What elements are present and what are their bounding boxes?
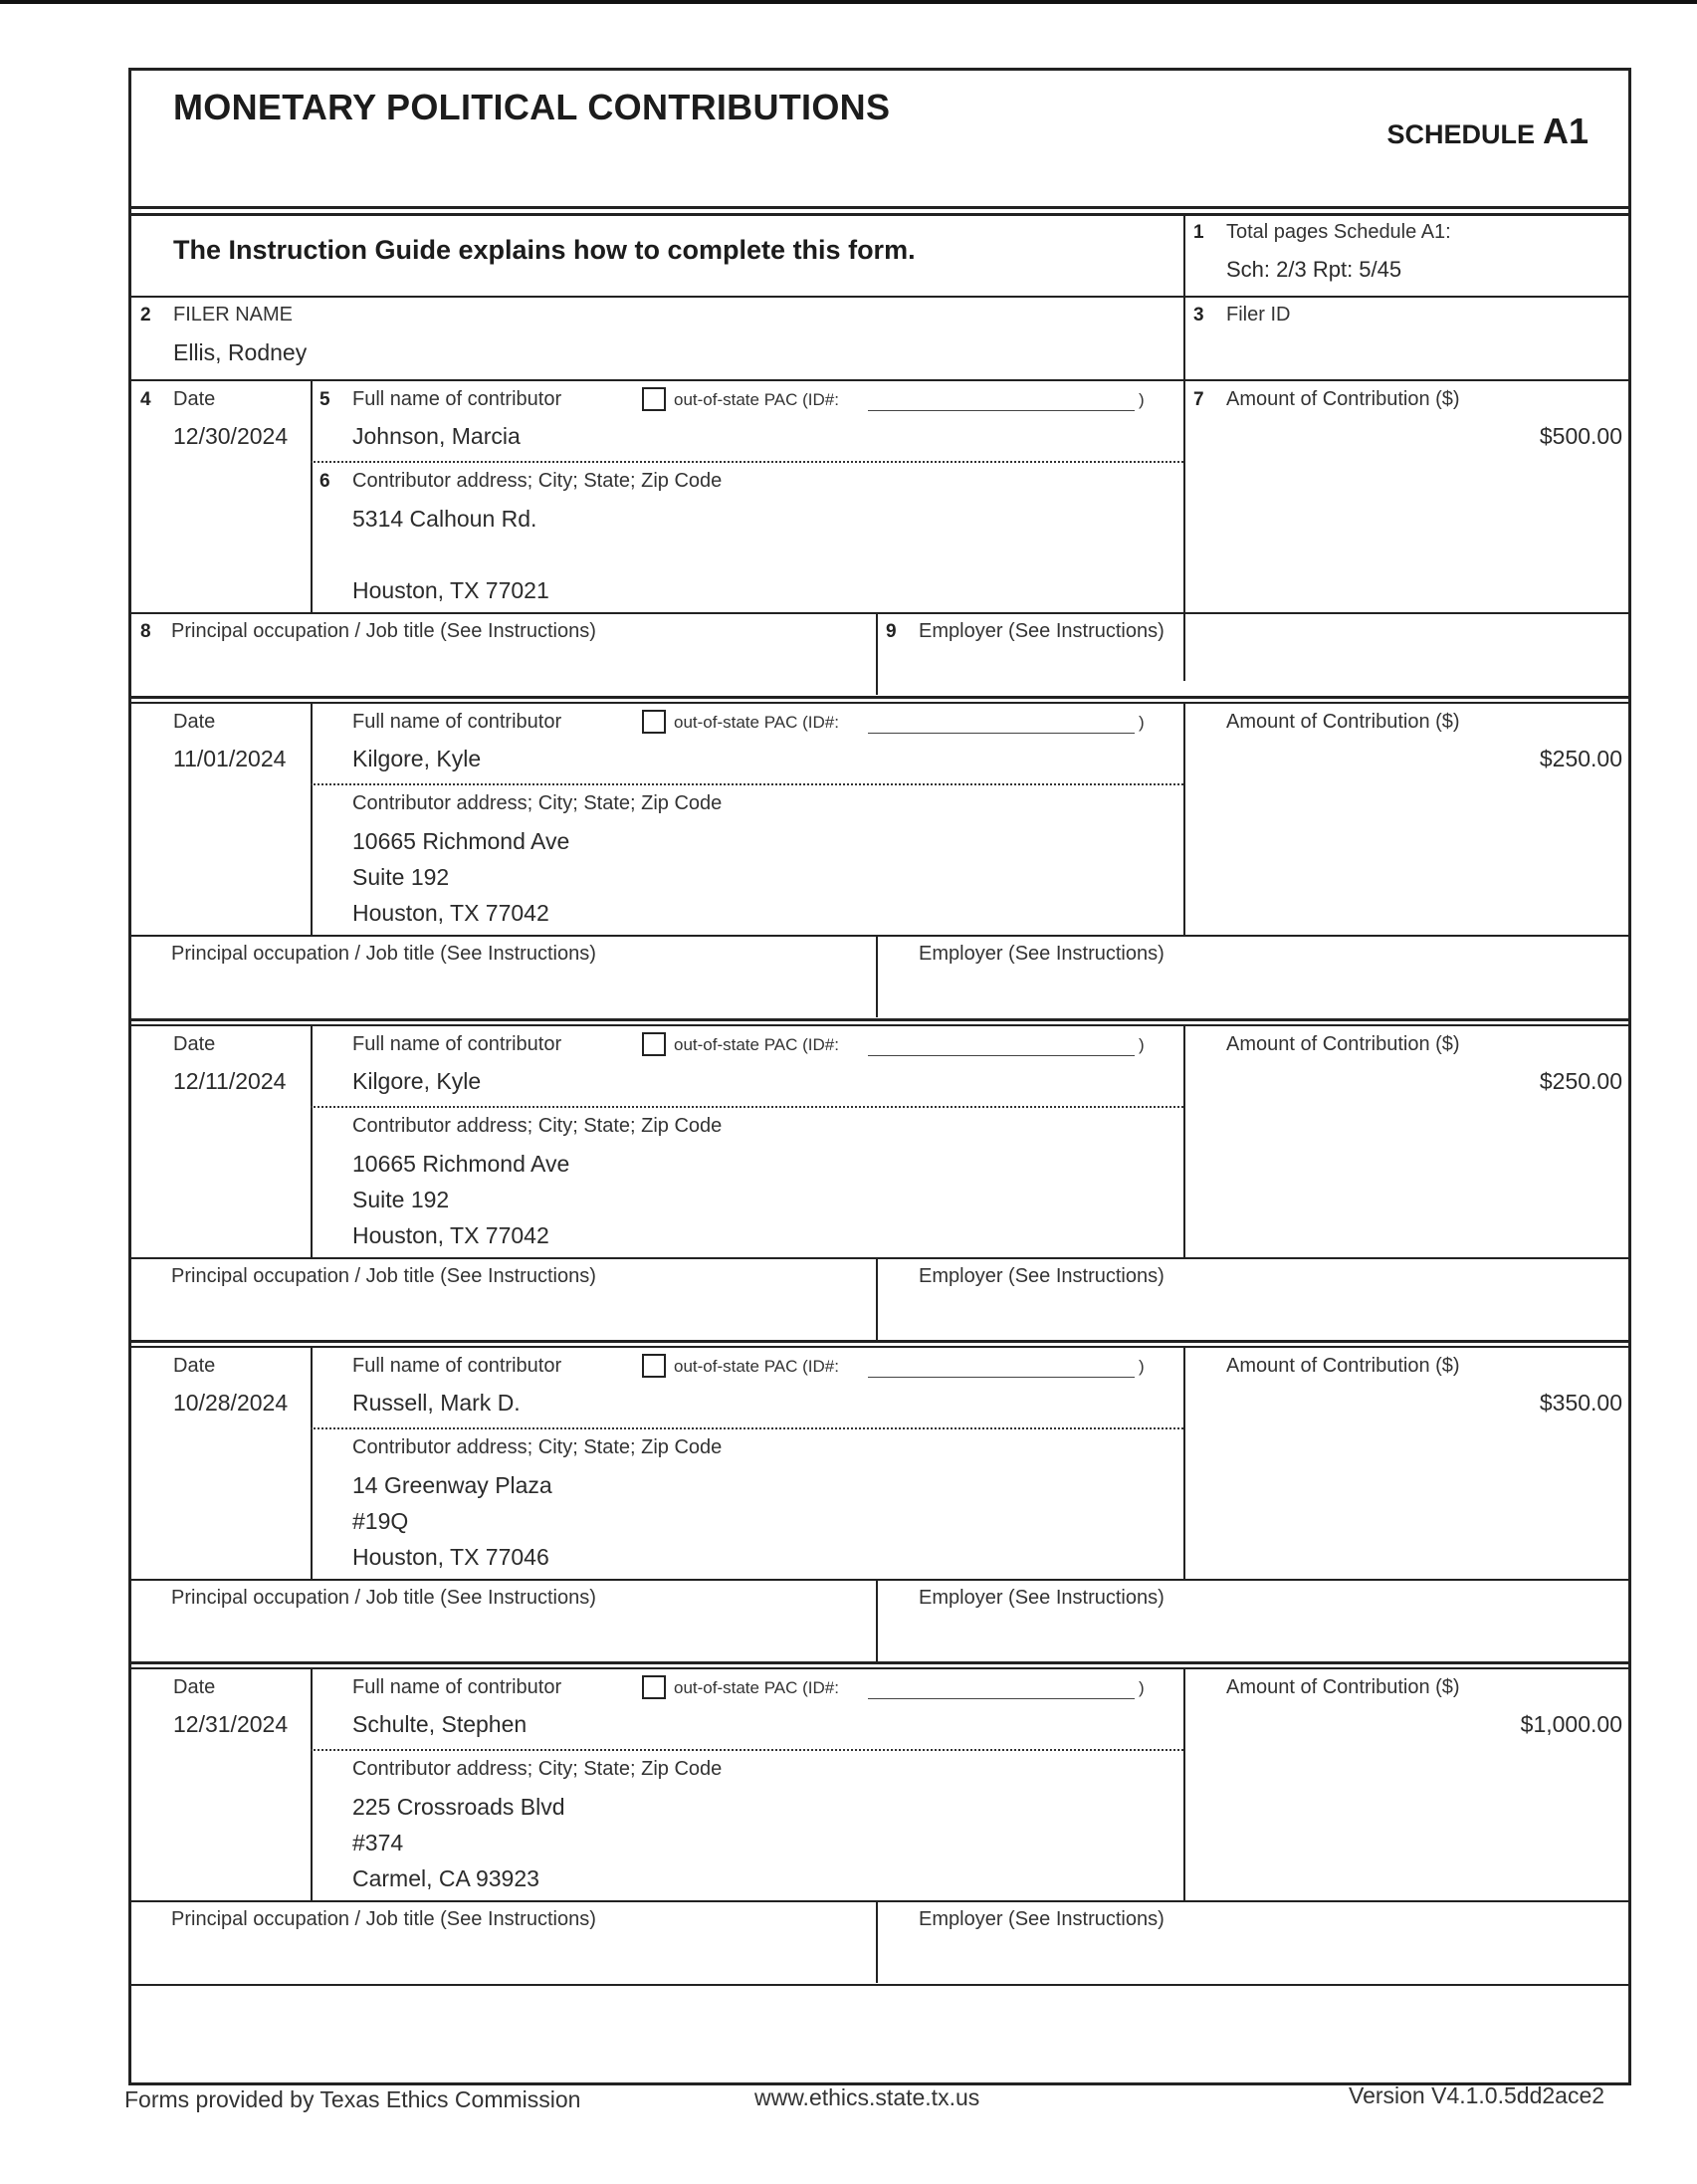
amount-label: Amount of Contribution ($) xyxy=(1226,1355,1460,1377)
address-city-state-zip: Carmel, CA 93923 xyxy=(352,1865,539,1891)
address-city-state-zip: Houston, TX 77042 xyxy=(352,1222,549,1248)
out-of-state-pac-label: out-of-state PAC (ID#: xyxy=(674,1357,839,1376)
contributor-name-label: Full name of contributor xyxy=(352,388,562,410)
row-rule xyxy=(131,1579,1628,1581)
right-column-divider xyxy=(1183,213,1185,681)
pac-id-line xyxy=(868,410,1135,411)
name-address-separator xyxy=(311,1427,1183,1429)
field-6-number: 6 xyxy=(319,471,330,492)
contribution-date: 12/30/2024 xyxy=(173,423,289,449)
footer-provider: Forms provided by Texas Ethics Commission xyxy=(124,2086,581,2112)
occupation-label: Principal occupation / Job title (See Instructions) xyxy=(171,1908,596,1930)
form-header xyxy=(131,71,1628,209)
schedule-code: A1 xyxy=(1542,110,1589,151)
entry-separator xyxy=(131,1340,1628,1343)
filer-name-label: FILER NAME xyxy=(173,304,294,326)
contributor-name-label: Full name of contributor xyxy=(352,1033,562,1055)
contribution-amount: $250.00 xyxy=(1539,1068,1622,1094)
date-column-divider xyxy=(311,1346,313,1579)
pac-id-close: ) xyxy=(1139,390,1145,409)
address-city-state-zip: Houston, TX 77021 xyxy=(352,577,549,603)
date-column-divider xyxy=(311,702,313,935)
entry-separator xyxy=(131,1024,1628,1026)
contributor-name-label: Full name of contributor xyxy=(352,711,562,733)
occupation-employer-divider xyxy=(876,1900,878,1983)
address-line-1: 10665 Richmond Ave xyxy=(352,828,570,854)
contributor-name-label: Full name of contributor xyxy=(352,1676,562,1698)
contributor-name: Russell, Mark D. xyxy=(352,1390,521,1416)
address-line-1: 225 Crossroads Blvd xyxy=(352,1794,565,1820)
contributor-address-label: Contributor address; City; State; Zip Code xyxy=(352,470,723,492)
entry-separator xyxy=(131,696,1628,699)
filer-name-value: Ellis, Rodney xyxy=(173,339,308,365)
date-label: Date xyxy=(173,1355,216,1377)
entry-separator xyxy=(131,1346,1628,1348)
out-of-state-pac-label: out-of-state PAC (ID#: xyxy=(674,713,839,732)
address-line-1: 14 Greenway Plaza xyxy=(352,1472,552,1498)
occupation-employer-divider xyxy=(876,612,878,695)
out-of-state-pac-checkbox[interactable] xyxy=(642,387,666,411)
contributor-name: Johnson, Marcia xyxy=(352,423,521,449)
employer-label: Employer (See Instructions) xyxy=(919,1587,1165,1609)
pac-id-line xyxy=(868,1698,1135,1699)
address-line-1: 10665 Richmond Ave xyxy=(352,1151,570,1177)
out-of-state-pac-label: out-of-state PAC (ID#: xyxy=(674,390,839,409)
out-of-state-pac-label: out-of-state PAC (ID#: xyxy=(674,1035,839,1054)
contributor-address-label: Contributor address; City; State; Zip Code xyxy=(352,1436,723,1458)
contribution-date: 11/01/2024 xyxy=(173,746,287,771)
amount-label: Amount of Contribution ($) xyxy=(1226,1033,1460,1055)
field-8-number: 8 xyxy=(140,621,151,642)
amount-label: Amount of Contribution ($) xyxy=(1226,388,1460,410)
date-label: Date xyxy=(173,1676,216,1698)
contribution-amount: $250.00 xyxy=(1539,746,1622,771)
name-address-separator xyxy=(311,1749,1183,1751)
name-address-separator xyxy=(311,783,1183,785)
employer-label: Employer (See Instructions) xyxy=(919,620,1165,642)
entry-separator xyxy=(131,1661,1628,1664)
date-column-divider xyxy=(311,379,313,612)
pac-id-close: ) xyxy=(1139,1357,1145,1376)
out-of-state-pac-label: out-of-state PAC (ID#: xyxy=(674,1678,839,1697)
row-rule xyxy=(131,935,1628,937)
address-line-2: Suite 192 xyxy=(352,864,450,890)
occupation-label: Principal occupation / Job title (See Instructions) xyxy=(171,620,596,642)
address-line-1: 5314 Calhoun Rd. xyxy=(352,506,537,532)
name-address-separator xyxy=(311,461,1183,463)
contributor-address-label: Contributor address; City; State; Zip Code xyxy=(352,1115,723,1137)
date-label: Date xyxy=(173,711,216,733)
scan-edge xyxy=(0,0,1697,4)
amount-column-divider xyxy=(1183,1667,1185,1900)
total-pages-value: Sch: 2/3 Rpt: 5/45 xyxy=(1226,257,1402,282)
field-5-number: 5 xyxy=(319,389,330,410)
instruction-text: The Instruction Guide explains how to complete this form. xyxy=(173,235,916,265)
contributor-name-label: Full name of contributor xyxy=(352,1355,562,1377)
header-double-rule xyxy=(131,213,1628,216)
row-rule xyxy=(131,612,1628,614)
date-label: Date xyxy=(173,1033,216,1055)
address-line-2: #374 xyxy=(352,1830,404,1856)
pac-id-close: ) xyxy=(1139,1678,1145,1697)
field-4-number: 4 xyxy=(140,389,151,410)
occupation-label: Principal occupation / Job title (See Instructions) xyxy=(171,1587,596,1609)
contributor-address-label: Contributor address; City; State; Zip Code xyxy=(352,792,723,814)
amount-label: Amount of Contribution ($) xyxy=(1226,711,1460,733)
amount-column-divider xyxy=(1183,702,1185,935)
contribution-amount: $350.00 xyxy=(1539,1390,1622,1416)
pac-id-close: ) xyxy=(1139,713,1145,732)
name-address-separator xyxy=(311,1106,1183,1108)
row-rule xyxy=(131,296,1628,298)
footer-website: www.ethics.state.tx.us xyxy=(754,2084,980,2110)
row-rule xyxy=(131,1257,1628,1259)
contribution-date: 12/31/2024 xyxy=(173,1711,289,1737)
bottom-rule xyxy=(131,1984,1628,1986)
field-2-number: 2 xyxy=(140,305,151,326)
field-3-number: 3 xyxy=(1193,305,1204,326)
out-of-state-pac-checkbox[interactable] xyxy=(642,710,666,734)
pac-id-line xyxy=(868,1377,1135,1378)
contributor-name: Kilgore, Kyle xyxy=(352,1068,482,1094)
employer-label: Employer (See Instructions) xyxy=(919,943,1165,965)
amount-column-divider xyxy=(1183,1346,1185,1579)
amount-label: Amount of Contribution ($) xyxy=(1226,1676,1460,1698)
contributor-address-label: Contributor address; City; State; Zip Code xyxy=(352,1758,723,1780)
address-line-2: Suite 192 xyxy=(352,1187,450,1212)
occupation-label: Principal occupation / Job title (See Instructions) xyxy=(171,1265,596,1287)
date-label: Date xyxy=(173,388,216,410)
total-pages-label: Total pages Schedule A1: xyxy=(1226,221,1451,243)
entry-separator xyxy=(131,702,1628,704)
pac-id-close: ) xyxy=(1139,1035,1145,1054)
address-city-state-zip: Houston, TX 77046 xyxy=(352,1544,549,1570)
footer-version: Version V4.1.0.5dd2ace2 xyxy=(1349,2082,1605,2108)
schedule-label xyxy=(1386,110,1589,152)
occupation-employer-divider xyxy=(876,1579,878,1661)
schedule-label-text: SCHEDULE xyxy=(1386,119,1535,149)
contributor-name: Schulte, Stephen xyxy=(352,1711,528,1737)
date-column-divider xyxy=(311,1024,313,1257)
contribution-amount: $1,000.00 xyxy=(1520,1711,1622,1737)
occupation-employer-divider xyxy=(876,935,878,1017)
amount-column-divider xyxy=(1183,1024,1185,1257)
entry-separator xyxy=(131,1018,1628,1021)
employer-label: Employer (See Instructions) xyxy=(919,1908,1165,1930)
schedule-a1-form xyxy=(128,68,1631,2085)
row-rule xyxy=(131,379,1628,381)
field-7-number: 7 xyxy=(1193,389,1204,410)
contribution-amount: $500.00 xyxy=(1539,423,1622,449)
pac-id-line xyxy=(868,733,1135,734)
entry-separator xyxy=(131,1667,1628,1669)
field-1-number: 1 xyxy=(1193,222,1204,243)
field-9-number: 9 xyxy=(886,621,897,642)
address-line-2: #19Q xyxy=(352,1508,409,1534)
out-of-state-pac-checkbox[interactable] xyxy=(642,1354,666,1378)
out-of-state-pac-checkbox[interactable] xyxy=(642,1675,666,1699)
contributor-name: Kilgore, Kyle xyxy=(352,746,482,771)
filer-id-label: Filer ID xyxy=(1226,304,1291,326)
pac-id-line xyxy=(868,1055,1135,1056)
employer-label: Employer (See Instructions) xyxy=(919,1265,1165,1287)
date-column-divider xyxy=(311,1667,313,1900)
occupation-employer-divider xyxy=(876,1257,878,1340)
form-title: MONETARY POLITICAL CONTRIBUTIONS xyxy=(173,87,891,127)
contribution-date: 12/11/2024 xyxy=(173,1068,287,1094)
address-city-state-zip: Houston, TX 77042 xyxy=(352,900,549,926)
out-of-state-pac-checkbox[interactable] xyxy=(642,1032,666,1056)
contribution-date: 10/28/2024 xyxy=(173,1390,289,1416)
occupation-label: Principal occupation / Job title (See Instructions) xyxy=(171,943,596,965)
row-rule xyxy=(131,1900,1628,1902)
